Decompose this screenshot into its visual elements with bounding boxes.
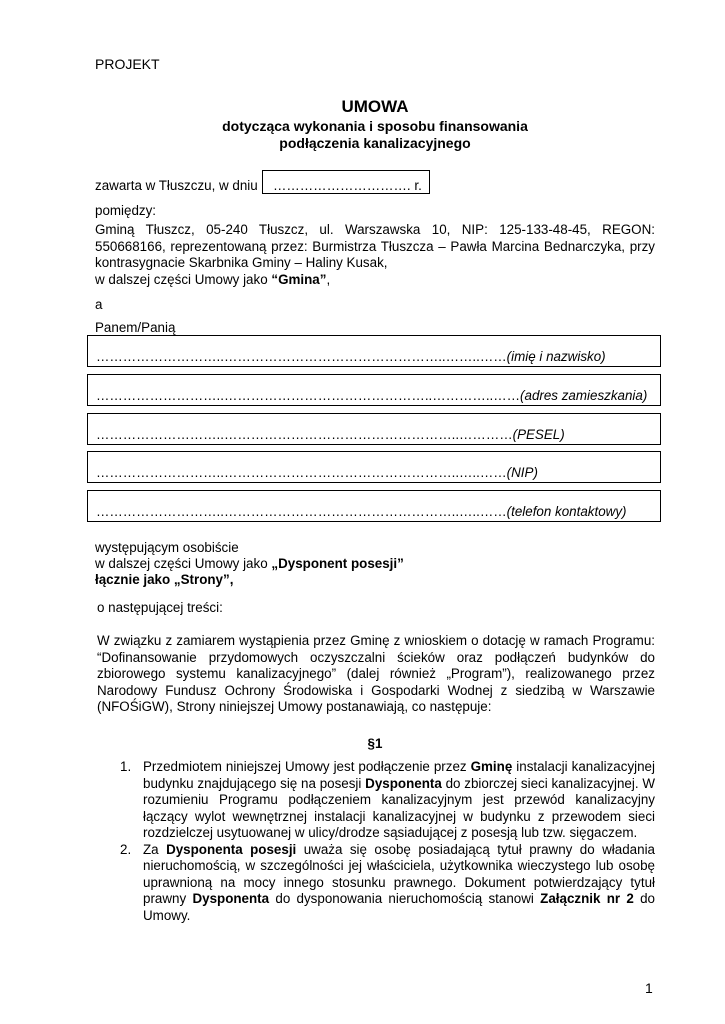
nip-field-hint: (NIP) xyxy=(506,465,538,480)
clause-bold-term: Dysponenta xyxy=(365,775,442,791)
section-heading: §1 xyxy=(367,736,383,751)
intro-line-3: zbiorowego systemu kanalizacyjnego” (dalej również „Program”), realizowanego przez xyxy=(97,666,655,681)
dysponent-party-name: „Dysponent posesji” xyxy=(271,556,404,571)
phone-field-hint: (telefon kontaktowy) xyxy=(506,504,627,519)
clause-bold-term: Dysponenta xyxy=(192,891,270,906)
document-title: UMOWA xyxy=(341,97,409,116)
clause-item-1 xyxy=(120,759,655,842)
gmina-line-2: 550668166, reprezentowaną przez: Burmistrza Tłuszcza – Pawła Marcina Bednarczyka, przy xyxy=(95,238,655,254)
clause-1-line-5: rozdzielczej usytuowanej w ulicy/drodze sąsiadującej z posesją lub tzw. sięgaczem. xyxy=(143,825,638,840)
gmina-further-prefix: w dalszej części Umowy jako xyxy=(95,271,272,287)
intro-line-4: Narodowy Fundusz Ochrony Środowiska i Gospodarki Wodnej z siedzibą w Warszawie xyxy=(97,682,655,698)
intro-line-2: “Dofinansowanie przydomowych oczyszczalni ścieków oraz podłączeń budynków do xyxy=(97,649,655,665)
clause-text: budynku znajdującego się na posesji xyxy=(143,775,366,791)
address-field-dots: ………………………..………………………………………..…………..…… xyxy=(96,388,521,403)
following-content-label: o następującej treści: xyxy=(97,600,223,615)
intro-line-1: W związku z zamiarem wystąpienia przez Gminę z wnioskiem o dotację w ramach Programu: xyxy=(97,633,655,648)
clause-2-line-2: nieruchomością, w szczególności jej właściciela, użytkownika wieczystego lub osobę xyxy=(143,858,655,873)
acting-line: występującym osobiście xyxy=(95,540,239,555)
clause-bold-term: Gminę xyxy=(470,759,513,774)
clause-text: do xyxy=(633,891,655,906)
gmina-further-suffix: , xyxy=(326,271,331,287)
address-field-hint: (adres zamieszkania) xyxy=(520,388,648,403)
dysponent-party-block xyxy=(95,540,404,588)
document-subtitle-line-2: podłączenia kanalizacyjnego xyxy=(279,135,471,151)
address-field[interactable] xyxy=(87,374,661,406)
panem-label: Panem/Panią xyxy=(95,320,176,335)
concluded-place-label: zawarta w Tłuszczu, w dniu xyxy=(95,178,258,193)
phone-field[interactable] xyxy=(87,490,661,522)
clause-1-line-3: rozumieniu Programu podłączeniem kanalizacyjnym jest przewód kanalizacyjny xyxy=(143,792,655,807)
name-field-dots: ………………………..…………………………………………..……..…… xyxy=(96,349,507,364)
clause-text: instalacji kanalizacyjnej xyxy=(512,759,655,774)
and-label: a xyxy=(95,297,103,312)
clause-text: do dysponowania nieruchomością stanowi xyxy=(269,891,541,906)
dysponent-further-prefix: w dalszej części Umowy jako xyxy=(95,556,272,571)
clause-bold-term: Dysponenta posesji xyxy=(166,841,297,857)
clause-bold-term: Załącznik nr 2 xyxy=(540,891,634,906)
between-label: pomiędzy: xyxy=(95,203,157,218)
pesel-field-hint: (PESEL) xyxy=(512,427,565,442)
clause-number: 1. xyxy=(120,759,132,774)
clause-2-line-1 xyxy=(143,842,655,859)
clause-number: 2. xyxy=(120,841,132,857)
gmina-further-line xyxy=(95,272,655,289)
intro-line-5: (NFOŚiGW), Strony niniejszej Umowy postanawiają, co następuje: xyxy=(97,699,492,714)
gmina-party-paragraph xyxy=(95,222,655,288)
pesel-field-dots: ………………………..……………………………………………..………… xyxy=(96,427,513,442)
pesel-field[interactable] xyxy=(87,413,661,445)
intro-paragraph xyxy=(97,633,655,716)
clause-1-line-4: łączący wylot wewnętrznej instalacji kanalizacyjnej w budynku z przewodem sieci xyxy=(143,808,655,824)
dysponent-further-line xyxy=(95,556,404,572)
clause-1-line-2 xyxy=(143,776,655,793)
name-field[interactable] xyxy=(87,335,661,367)
clause-text: do zbiorczej sieci kanalizacyjnej. W xyxy=(441,775,655,791)
gmina-line-3: kontrasygnacie Skarbnika Gminy – Haliny Kusak, xyxy=(95,255,388,270)
name-field-hint: (imię i nazwisko) xyxy=(506,349,606,364)
clause-text: uważa się osobę posiadającą tytuł prawny do władania xyxy=(296,841,655,857)
gmina-party-name: “Gmina” xyxy=(271,271,327,287)
document-title-block xyxy=(95,96,655,152)
parties-jointly-line: łącznie jako „Strony”, xyxy=(95,572,234,587)
gmina-line-1: Gminą Tłuszcz, 05-240 Tłuszcz, ul. Warszawska 10, NIP: 125-133-48-45, REGON: xyxy=(95,222,655,237)
clause-text: Przedmiotem niniejszej Umowy jest podłączenie przez xyxy=(143,759,471,774)
clause-item-2 xyxy=(120,842,655,925)
page-number: 1 xyxy=(645,980,653,996)
project-label: PROJEKT xyxy=(95,56,160,72)
nip-field[interactable] xyxy=(87,451,661,483)
clause-2-line-3: uprawnioną na mocy innego stosunku prawnego. Dokument potwierdzający tytuł xyxy=(143,874,655,890)
date-field[interactable]: …………………………. r. xyxy=(262,170,430,194)
nip-field-dots: ………………………..……………………………………………..…..…… xyxy=(96,465,507,480)
clause-2-line-4 xyxy=(143,891,655,908)
clause-2-line-5: Umowy. xyxy=(143,907,191,923)
clause-list xyxy=(120,759,655,924)
phone-field-dots: ………………………..……………………………………………..…..…… xyxy=(96,504,507,519)
clause-text: Za xyxy=(143,841,167,857)
clause-1-line-1 xyxy=(143,759,655,776)
clause-text: prawny xyxy=(143,891,193,906)
document-subtitle-line-1: dotycząca wykonania i sposobu finansowania xyxy=(222,118,528,134)
